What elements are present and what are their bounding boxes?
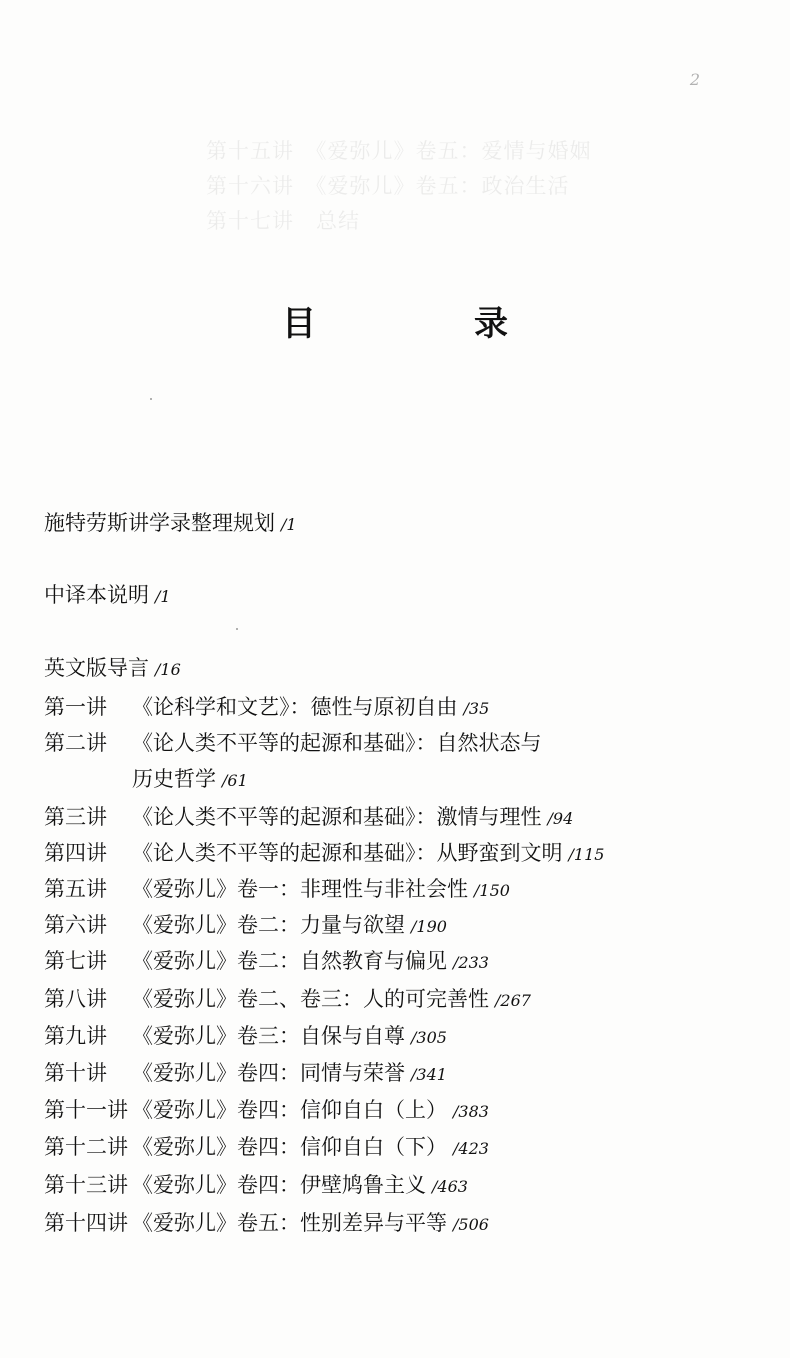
entry-page: /115 [568,845,605,864]
entry-page: /35 [463,699,490,718]
entry-title: 英文版导言 [44,656,149,680]
entry-title: 《爱弥儿》卷二、卷三：人的可完善性 [132,987,489,1011]
lecture-number: 第六讲 [44,913,107,937]
toc-entry [44,1132,489,1164]
entry-page: /1 [155,587,171,606]
entry-page: /94 [547,809,574,828]
entry-title: 中译本说明 [44,583,149,607]
entry-page: /267 [495,991,531,1010]
toc-entry [44,1095,489,1127]
lecture-number: 第七讲 [44,949,107,973]
page-title: 目 录 [282,304,570,344]
toc-entry [44,508,297,540]
entry-title: 《爱弥儿》卷二：自然教育与偏见 [132,949,447,973]
toc-entry [44,653,181,685]
lecture-number: 第五讲 [44,877,107,901]
entry-title: 《爱弥儿》卷四：伊壁鸠鲁主义 [132,1173,426,1197]
toc-entry [44,802,573,834]
toc-entry [44,910,447,942]
lecture-number: 第二讲 [44,731,107,755]
scan-speck [236,628,238,630]
toc-entry [44,1021,447,1053]
entry-title: 《爱弥儿》卷一：非理性与非社会性 [132,877,468,901]
toc-entry [44,1170,468,1202]
toc-entry [44,1208,489,1240]
lecture-number: 第十一讲 [44,1098,128,1122]
bleed-through-line: 第十五讲 《爱弥儿》卷五：爱情与婚姻 [206,139,592,163]
toc-entry [44,728,542,758]
entry-page: /383 [453,1102,489,1121]
lecture-number: 第十讲 [44,1061,107,1085]
entry-page: /190 [411,917,447,936]
entry-page: /305 [411,1028,447,1047]
lecture-number: 第四讲 [44,841,107,865]
lecture-number: 第十二讲 [44,1135,128,1159]
toc-entry [44,946,489,978]
entry-page: /506 [453,1215,489,1234]
toc-entry [44,838,604,870]
toc-entry [44,692,489,724]
entry-page: /61 [222,771,248,790]
entry-title: 《论科学和文艺》：德性与原初自由 [132,695,458,719]
entry-page: /233 [453,953,489,972]
entry-title: 施特劳斯讲学录整理规划 [44,511,275,535]
entry-title: 《爱弥儿》卷四：信仰自白（上） [132,1098,447,1122]
entry-title: 《爱弥儿》卷四：同情与荣誉 [132,1061,405,1085]
entry-title: 《爱弥儿》卷三：自保与自尊 [132,1024,405,1048]
lecture-number: 第十三讲 [44,1173,128,1197]
lecture-number: 第八讲 [44,987,107,1011]
bleed-through-line: 第十七讲 总结 [206,209,360,233]
entry-page: /341 [411,1065,447,1084]
bleed-through-line: 第十六讲 《爱弥儿》卷五：政治生活 [206,174,570,198]
toc-entry [44,984,531,1016]
entry-page: /423 [453,1139,489,1158]
toc-entry-continuation [132,764,248,796]
entry-page: /463 [432,1177,468,1196]
page-number: 2 [689,70,700,89]
entry-title: 历史哲学 [132,767,216,791]
entry-page: /150 [474,881,510,900]
lecture-number: 第九讲 [44,1024,107,1048]
entry-title: 《论人类不平等的起源和基础》：激情与理性 [132,805,542,829]
scan-speck [150,398,152,400]
entry-title: 《爱弥儿》卷二：力量与欲望 [132,913,405,937]
toc-entry [44,580,171,612]
entry-title: 《爱弥儿》卷四：信仰自白（下） [132,1135,447,1159]
toc-entry [44,1058,447,1090]
entry-page: /1 [281,515,297,534]
lecture-number: 第三讲 [44,805,107,829]
entry-page: /16 [155,660,181,679]
entry-title: 《论人类不平等的起源和基础》：从野蛮到文明 [132,841,563,865]
entry-title: 《爱弥儿》卷五：性别差异与平等 [132,1211,447,1235]
lecture-number: 第十四讲 [44,1211,128,1235]
toc-entry [44,874,510,906]
lecture-number: 第一讲 [44,695,107,719]
entry-title: 《论人类不平等的起源和基础》：自然状态与 [132,731,542,755]
